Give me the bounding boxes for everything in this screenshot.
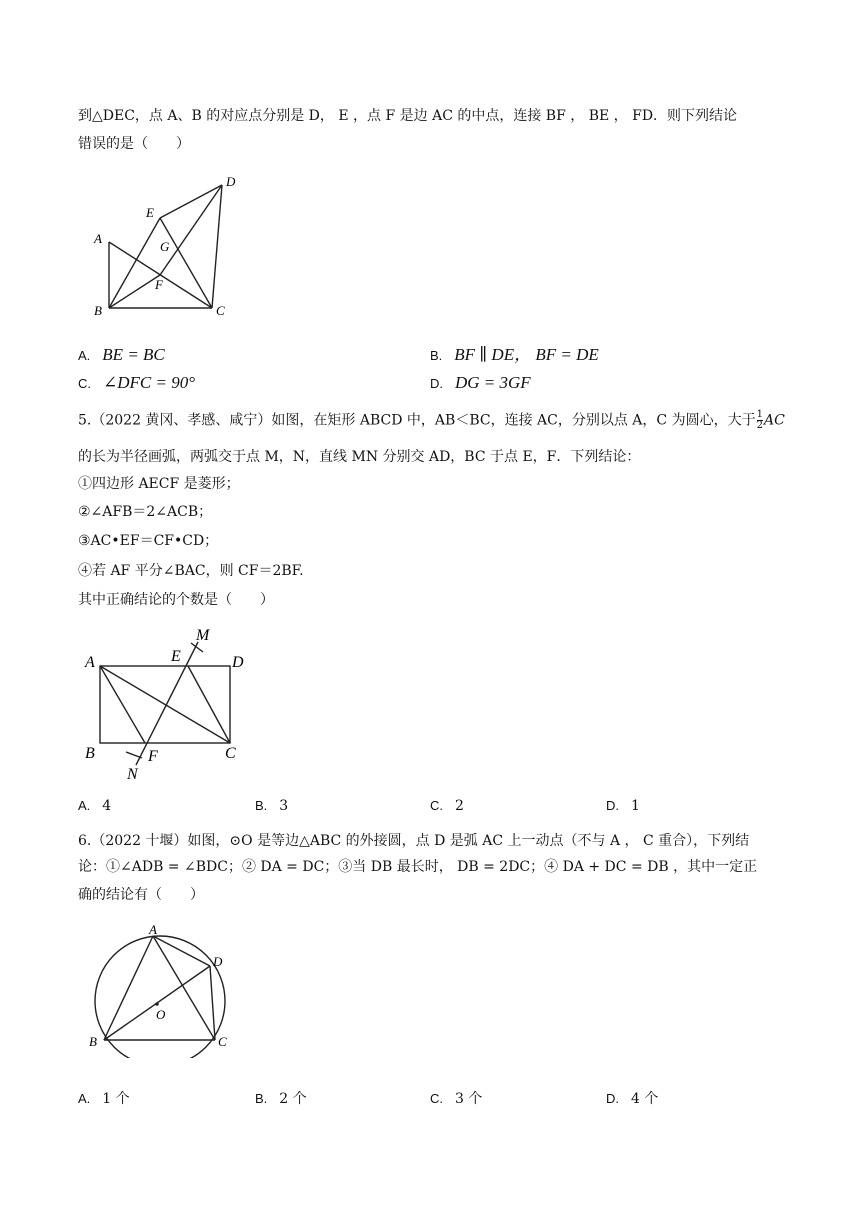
arc-mark-n (126, 752, 142, 758)
fraction-denominator: 2 (756, 420, 763, 431)
option-text: 4 个 (631, 1091, 659, 1107)
option-text: ∠DFC = 90° (103, 373, 196, 392)
q6-stem-line-2: 论：①∠ADB = ∠BDC；② DA = DC；③当 DB 最长时， DB = 2DC；④ DA + DC = DB ，其中一定正 (78, 859, 758, 875)
q4-figure (85, 170, 255, 320)
label-a: A (85, 654, 95, 671)
segment-ed (160, 185, 222, 218)
q5-figure (80, 620, 260, 785)
q5-statement-2: ②∠AFB＝2∠ACB； (78, 504, 213, 520)
diagonal-ac (100, 666, 230, 743)
option-text: 3 (279, 798, 289, 814)
q5-option-b[interactable] (255, 796, 288, 816)
q4-option-a[interactable] (78, 345, 165, 366)
q5-fraction (757, 410, 763, 431)
q6-option-d[interactable] (606, 1089, 658, 1109)
option-label: C. (78, 376, 91, 391)
option-text: 3 个 (455, 1091, 483, 1107)
option-text: 2 (455, 798, 464, 814)
label-e: E (146, 205, 154, 220)
label-g: G (160, 239, 170, 254)
q6-stem-line-1: 6.（2022 十堰）如图，⊙O 是等边△ABC 的外接圆，点 D 是弧 AC 上一动点（不与 A ， C 重合），下列结 (78, 833, 750, 849)
segment-dc (210, 966, 215, 1040)
label-n: N (127, 766, 138, 783)
q6-figure (85, 918, 235, 1058)
label-c: C (216, 303, 225, 318)
option-label: A. (78, 798, 91, 813)
option-label: C. (430, 798, 443, 813)
option-label: A. (78, 348, 91, 363)
option-text: BE = BC (102, 345, 165, 364)
q6-option-c[interactable] (430, 1089, 482, 1109)
option-label: A. (78, 1091, 91, 1106)
label-b: B (89, 1034, 97, 1049)
option-text: 1 (631, 798, 640, 814)
option-label: D. (606, 1091, 619, 1106)
label-c: C (225, 745, 236, 762)
q4-stem-line-2: 错误的是（ ） (78, 136, 190, 152)
q5-statement-4: ④若 AF 平分∠BAC，则 CF＝2BF. (78, 563, 304, 579)
label-f: F (148, 748, 158, 765)
label-d: D (232, 654, 244, 671)
option-label: D. (430, 376, 443, 391)
q5-option-a[interactable] (78, 796, 111, 816)
q4-stem-line-1: 到△DEC，点 A、B 的对应点分别是 D， E ，点 F 是边 AC 的中点，连接 BF ， BE ， FD．则下列结论 (78, 108, 738, 124)
label-d: D (226, 174, 236, 189)
q5-stem-ac: AC (763, 412, 785, 429)
q4-option-d[interactable] (430, 373, 531, 394)
label-d: D (213, 954, 223, 969)
option-label: D. (606, 798, 619, 813)
option-label: B. (255, 798, 268, 813)
option-text: 4 (102, 798, 112, 814)
option-text: BF ∥ DE， BF = DE (454, 345, 599, 364)
q5-statement-1: ①四边形 AECF 是菱形； (78, 476, 240, 492)
q4-option-c[interactable] (78, 373, 195, 394)
q5-option-d[interactable] (606, 796, 640, 816)
q4-option-b[interactable] (430, 345, 599, 366)
option-label: B. (430, 348, 443, 363)
label-o: O (156, 1007, 166, 1022)
label-a: A (149, 922, 157, 937)
label-f: F (155, 277, 163, 292)
option-label: B. (255, 1091, 268, 1106)
segment-dc (212, 185, 222, 308)
q5-stem-line-2: 的长为半径画弧，两弧交于点 M，N，直线 MN 分别交 AD，BC 于点 E，F．下列结论： (78, 449, 641, 465)
segment-fd (160, 185, 222, 275)
q5-question: 其中正确结论的个数是（ ） (78, 592, 274, 608)
label-b: B (85, 745, 95, 762)
option-text: 1 个 (102, 1091, 130, 1107)
q5-option-c[interactable] (430, 796, 464, 816)
option-label: C. (430, 1091, 443, 1106)
label-m: M (196, 627, 210, 644)
label-a: A (94, 231, 102, 246)
q6-stem-line-3: 确的结论有（ ） (78, 887, 204, 903)
q5-stem-line-1 (78, 410, 785, 431)
q6-option-a[interactable] (78, 1089, 130, 1109)
option-text: DG = 3GF (455, 373, 531, 392)
q5-stem-text: 5.（2022 黄冈、孝感、咸宁）如图，在矩形 ABCD 中，AB＜BC，连接 AC，分别以点 A，C 为圆心，大于 (78, 412, 756, 429)
center-point-o (155, 1002, 159, 1006)
segment-ab (104, 936, 153, 1040)
fraction-numerator: 1 (756, 409, 763, 420)
label-c: C (218, 1034, 227, 1049)
q5-statement-3: ③AC•EF＝CF•CD； (78, 533, 219, 549)
segment-be (109, 218, 160, 308)
option-text: 2 个 (279, 1091, 307, 1107)
line-mn (136, 642, 198, 765)
segment-bf (109, 275, 160, 308)
label-b: B (94, 303, 102, 318)
q6-option-b[interactable] (255, 1089, 307, 1109)
segment-ec (188, 666, 230, 743)
label-e: E (171, 648, 181, 665)
segment-af (100, 666, 145, 743)
